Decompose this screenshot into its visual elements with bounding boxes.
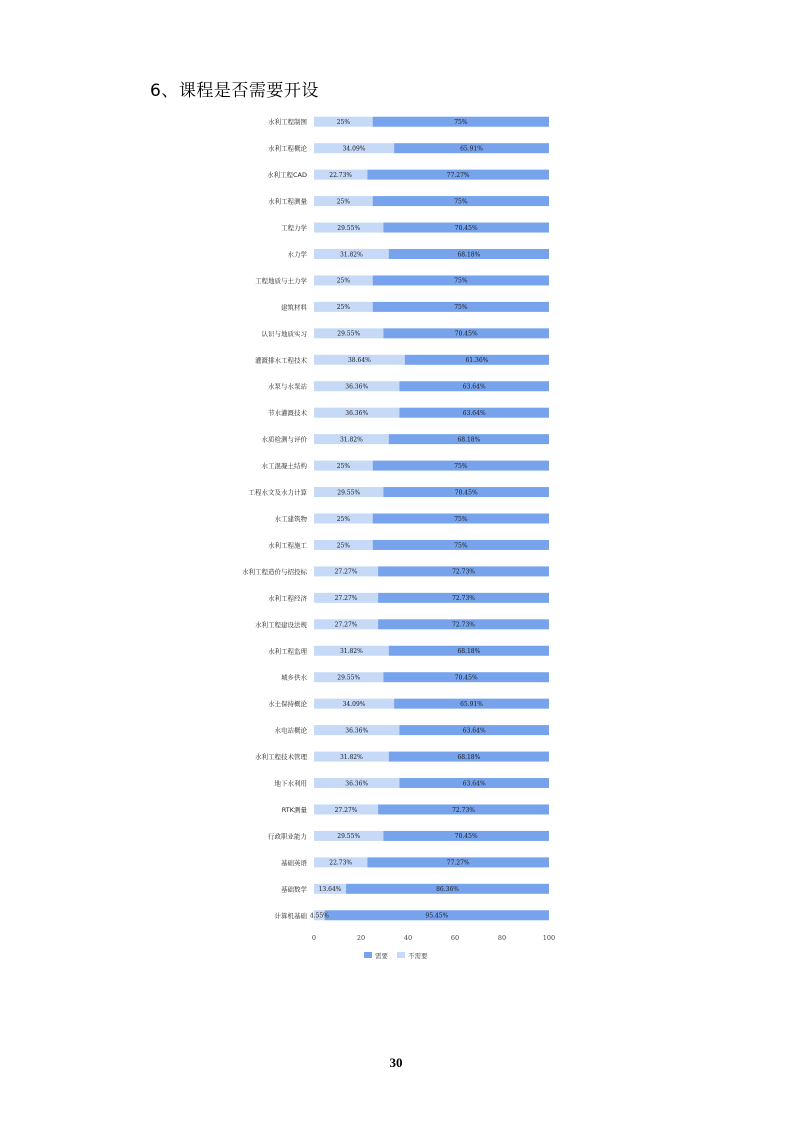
data-label-not-needed: 25%: [336, 277, 351, 285]
category-label: 工程地质与土力学: [255, 276, 307, 285]
data-label-needed: 70.45%: [454, 674, 478, 682]
legend-swatch: [397, 952, 405, 958]
data-label-not-needed: 29.55%: [337, 674, 361, 682]
data-label-needed: 65.91%: [460, 145, 484, 153]
data-label-not-needed: 25%: [336, 119, 351, 127]
data-label-needed: 63.64%: [462, 780, 486, 788]
data-label-needed: 95.45%: [425, 912, 449, 920]
category-label: 水利工程CAD: [267, 171, 307, 180]
category-label: 水利工程施工: [268, 541, 307, 550]
category-label: 灌溉排水工程技术: [255, 356, 307, 365]
category-label: 基础英语: [281, 858, 307, 867]
data-label-not-needed: 29.55%: [337, 489, 361, 497]
data-label-not-needed: 38.64%: [347, 357, 371, 365]
data-label-needed: 75%: [454, 198, 468, 206]
data-label-not-needed: 4.55%: [309, 912, 329, 920]
data-label-not-needed: 29.55%: [337, 330, 361, 338]
x-tick-label: 20: [356, 934, 366, 942]
data-label-needed: 75%: [454, 542, 468, 550]
data-label-needed: 68.18%: [457, 251, 481, 259]
category-label: 水质检测与评价: [261, 435, 307, 444]
category-label: 基础数学: [281, 885, 307, 894]
section-title: 6、课程是否需要开设: [150, 81, 319, 101]
category-label: 水利工程制图: [268, 118, 307, 127]
data-label-not-needed: 36.36%: [345, 780, 369, 788]
data-label-needed: 72.73%: [452, 621, 475, 629]
x-tick-label: 60: [450, 934, 460, 942]
data-label-not-needed: 29.55%: [337, 224, 361, 232]
x-tick-label: 100: [542, 934, 556, 942]
data-label-not-needed: 36.36%: [345, 383, 369, 391]
data-label-needed: 68.18%: [457, 436, 481, 444]
data-label-needed: 70.45%: [454, 224, 478, 232]
category-label: 水利工程技术管理: [255, 753, 307, 762]
data-label-needed: 61.36%: [465, 357, 489, 365]
legend-swatch: [364, 952, 372, 958]
category-label: 工程水文及水力计算: [248, 488, 307, 497]
category-label: 水工建筑物: [274, 515, 307, 523]
data-label-not-needed: 25%: [336, 198, 351, 206]
data-label-needed: 77.27%: [446, 171, 470, 179]
category-label: 水利工程经济: [268, 594, 307, 603]
data-label-needed: 68.18%: [457, 753, 481, 761]
data-label-not-needed: 34.09%: [342, 700, 366, 708]
category-label: 水土保持概论: [268, 700, 307, 709]
data-label-needed: 63.64%: [462, 409, 486, 417]
data-label-not-needed: 27.27%: [334, 595, 358, 603]
x-tick-label: 80: [497, 934, 507, 942]
category-label: RTK测量: [281, 805, 307, 814]
data-label-needed: 77.27%: [446, 859, 470, 867]
data-label-not-needed: 22.73%: [329, 171, 353, 179]
data-label-not-needed: 22.73%: [329, 859, 353, 867]
category-label: 水利工程监理: [268, 647, 307, 656]
data-label-needed: 72.73%: [452, 568, 475, 576]
data-label-needed: 70.45%: [454, 330, 478, 338]
category-label: 水电站概论: [274, 726, 307, 735]
data-label-not-needed: 27.27%: [334, 621, 358, 629]
data-label-needed: 70.45%: [454, 489, 478, 497]
category-label: 计算机基础: [274, 911, 307, 920]
category-label: 水利工程测量: [268, 197, 307, 206]
data-label-needed: 75%: [454, 304, 468, 312]
data-label-needed: 72.73%: [452, 595, 475, 603]
data-label-not-needed: 25%: [336, 542, 351, 550]
data-label-not-needed: 31.82%: [339, 648, 363, 656]
category-label: 工程力学: [281, 224, 307, 233]
data-label-not-needed: 27.27%: [334, 806, 358, 814]
data-label-needed: 72.73%: [452, 806, 475, 814]
data-label-needed: 63.64%: [462, 727, 486, 735]
data-label-needed: 75%: [454, 119, 468, 127]
data-label-needed: 65.91%: [460, 700, 484, 708]
data-label-needed: 75%: [454, 462, 468, 470]
data-label-not-needed: 31.82%: [339, 436, 363, 444]
category-label: 认识与地质实习: [261, 329, 307, 338]
category-label: 水泵与水泵站: [268, 382, 307, 391]
data-label-needed: 75%: [454, 515, 468, 523]
category-label: 城乡供水: [281, 673, 307, 682]
data-label-not-needed: 27.27%: [334, 568, 358, 576]
data-label-not-needed: 31.82%: [339, 251, 363, 259]
data-label-not-needed: 29.55%: [337, 833, 361, 841]
data-label-not-needed: 34.09%: [342, 145, 366, 153]
data-label-needed: 68.18%: [457, 648, 481, 656]
data-label-not-needed: 36.36%: [345, 727, 369, 735]
legend-label: 不需要: [408, 952, 428, 960]
data-label-not-needed: 25%: [336, 462, 351, 470]
category-label: 建筑材料: [281, 303, 307, 312]
data-label-needed: 63.64%: [462, 383, 486, 391]
data-label-not-needed: 13.64%: [318, 886, 342, 894]
category-label: 节水灌溉技术: [268, 409, 307, 418]
legend-label: 需要: [375, 952, 388, 960]
category-label: 地下水利用: [274, 779, 307, 788]
x-tick-label: 40: [403, 934, 413, 942]
x-tick-label: 0: [311, 934, 317, 942]
category-label: 水工混凝土结构: [261, 462, 307, 471]
category-label: 水利工程造价与招投标: [242, 567, 307, 576]
category-label: 水力学: [287, 250, 307, 259]
page-number: 30: [389, 1055, 403, 1070]
data-label-not-needed: 31.82%: [339, 753, 363, 761]
data-label-needed: 75%: [454, 277, 468, 285]
category-label: 水利工程建设法规: [255, 620, 307, 629]
data-label-needed: 86.36%: [436, 886, 459, 894]
category-label: 水利工程概论: [268, 144, 307, 153]
data-label-not-needed: 36.36%: [345, 409, 369, 417]
data-label-not-needed: 25%: [336, 304, 351, 312]
data-label-not-needed: 25%: [336, 515, 351, 523]
data-label-needed: 70.45%: [454, 833, 478, 841]
category-label: 行政职业能力: [268, 832, 307, 841]
